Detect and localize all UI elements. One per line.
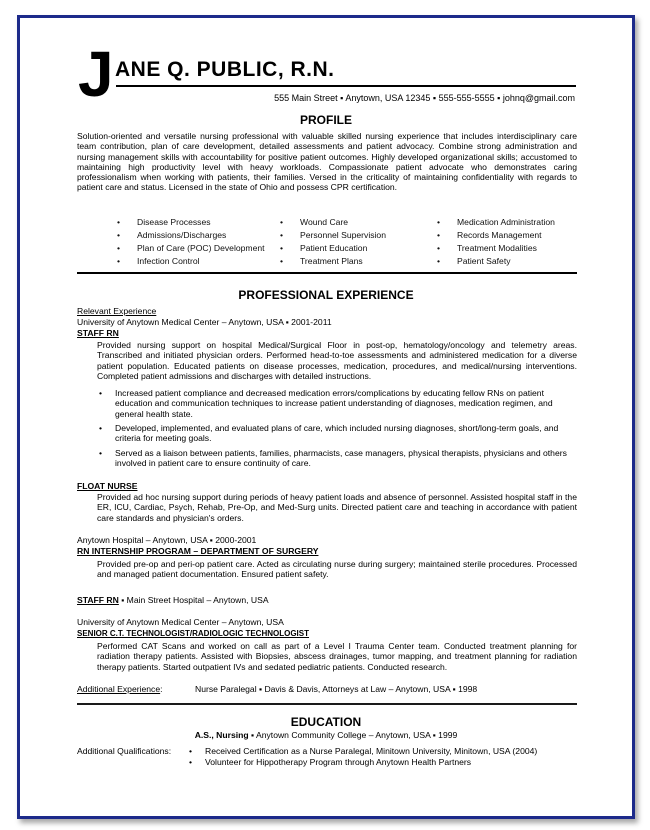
skill-item: • Personnel Supervision (280, 229, 386, 242)
skill-item: • Wound Care (280, 216, 386, 229)
resume-page (20, 18, 632, 816)
employer-line: University of Anytown Medical Center – Anytown, USA (77, 617, 284, 627)
degree-line (20, 730, 632, 740)
skills-column-1 (117, 216, 265, 268)
skill-item: • Medication Administration (437, 216, 555, 229)
skill-item: • Infection Control (117, 255, 265, 268)
achievement-bullet: • Developed, implemented, and evaluated plans of care, which included nursing diagnoses, short/long-term goals, and criteria for meeting goals. (99, 423, 559, 444)
skill-item: • Records Management (437, 229, 555, 242)
additional-experience-text: Additional Experience (77, 684, 161, 694)
qualifications-label: Additional Qualifications: (77, 746, 172, 756)
job-description: Provided pre-op and peri-op patient care. Acted as circulating nurse during surgery; maintained sterile procedures. Processed and managed patient documentation. Ensured patient safety. (97, 559, 577, 580)
job-title: RN INTERNSHIP PROGRAM – DEPARTMENT OF SURGERY (77, 546, 319, 556)
skill-item: • Treatment Modalities (437, 242, 555, 255)
skill-item: • Admissions/Discharges (117, 229, 265, 242)
qualification-text: Volunteer for Hippotherapy Program through Anytown Health Partners (205, 757, 472, 767)
job-title: SENIOR C.T. TECHNOLOGIST/RADIOLOGIC TECHNOLOGIST (77, 629, 310, 638)
employer-line: University of Anytown Medical Center – Anytown, USA ▪ 2001-2011 (77, 317, 332, 327)
name-underline (116, 85, 576, 87)
job-title: STAFF RN (77, 595, 119, 605)
section-divider (77, 703, 577, 705)
education-heading: EDUCATION (290, 715, 362, 729)
additional-experience-colon: : (160, 684, 163, 694)
skill-item: • Disease Processes (117, 216, 265, 229)
qualification-item: • Received Certification as a Nurse Paralegal, Minitown University, Minitown, USA (2004) (189, 746, 538, 756)
name-initial: J (78, 38, 114, 110)
achievement-bullet: • Increased patient compliance and decreased medication errors/complications by educating fellow RNs on patient education and communication techniques to increase patient understanding of diagnoses, medication regimen, and general health state. (99, 388, 553, 419)
section-divider (77, 272, 577, 274)
job-employer: ▪ Main Street Hospital – Anytown, USA (118, 595, 269, 605)
qualification-item: • Volunteer for Hippotherapy Program through Anytown Health Partners (189, 757, 472, 767)
skill-item: • Patient Safety (437, 255, 555, 268)
relevant-experience-label (77, 306, 577, 316)
skill-item: • Patient Education (280, 242, 386, 255)
job-title: FLOAT NURSE (77, 481, 138, 491)
additional-experience-value: Nurse Paralegal ▪ Davis & Davis, Attorneys at Law – Anytown, USA ▪ 1998 (195, 684, 478, 694)
job-title-line (77, 595, 577, 605)
job-title: STAFF RN (77, 328, 119, 338)
candidate-name: ANE Q. PUBLIC, R.N. (115, 58, 335, 81)
skills-column-3 (437, 216, 555, 268)
skill-item: • Plan of Care (POC) Development (117, 242, 265, 255)
job-description: Provided ad hoc nursing support during periods of heavy patient loads and absence of personnel. Assisted hospital staff in the ER, ICU, Cardiac, Psych, Rehab, Pre-Op, and Med-Surg units. Directed patient care and teaching in accordance with patient care standards and physician's orders. (97, 492, 577, 523)
degree: A.S., Nursing (194, 730, 249, 740)
employer-line: Anytown Hospital – Anytown, USA ▪ 2000-2001 (77, 535, 257, 545)
qualification-text: Received Certification as a Nurse Paralegal, Minitown University, Minitown, USA (2004) (205, 746, 538, 756)
contact-info: 555 Main Street ▪ Anytown, USA 12345 ▪ 555-555-5555 ▪ johnq@gmail.com (274, 93, 575, 103)
achievement-text: Developed, implemented, and evaluated plans of care, which included nursing diagnoses, short/long-term goals, and criteria for meeting goals. (115, 423, 559, 444)
skills-column-2 (280, 216, 386, 268)
experience-heading: PROFESSIONAL EXPERIENCE (238, 288, 414, 302)
skill-item: • Treatment Plans (280, 255, 386, 268)
achievement-text: Served as a liaison between patients, families, pharmacists, case managers, physical therapists, physicians and others involved in patient care to ensure continuity of care. (115, 448, 567, 469)
profile-summary: Solution-oriented and versatile nursing professional with valuable skilled nursing experience that includes interdisciplinary care team contribution, plan of care development, detailed assessments and patient advocacy. Combine strong administration and nursing management skills with accountability for positive patient outcomes. Highly developed organizational skills; accustomed to maintaining high productivity level with heavy workloads. Compassionate patient advocate who demonstrates caring professionalism when working with patients, their families. Versed in the criticality of maintaining confidentiality with regards to patient care and status. Licensed in the state of Ohio and possess CPR certification. (77, 131, 577, 193)
school: ▪ Anytown Community College – Anytown, USA ▪ 1999 (248, 730, 458, 740)
achievement-bullet: • Served as a liaison between patients, families, pharmacists, case managers, physical therapists, physicians and others involved in patient care to ensure continuity of care. (99, 448, 567, 469)
profile-heading: PROFILE (299, 113, 352, 127)
resume-frame (17, 15, 635, 819)
job-description: Performed CAT Scans and worked on call as part of a Level I Trauma Center team. Conducted treatment planning for radiation therapy patients. Assisted with Biopsies, abscess drainages, tumor mapping, and treatment planning for radiation therapy patients. Started outpatient IVs and sedated pediatric patients. Conducted research. (97, 641, 577, 672)
relevant-experience-text: Relevant Experience (77, 306, 157, 316)
achievement-text: Increased patient compliance and decreased medication errors/complications by educating fellow RNs on patient education and communication techniques to increase patient understanding of diagnoses, medication regimen, and general health state. (115, 388, 553, 419)
job-description: Provided nursing support on hospital Medical/Surgical Floor in post-op, hematology/oncology and telemetry areas. Transcribed and initiated physician orders. Performed head-to-toe assessments and administered medication for a diverse patient population. Educated patients on disease processes, medication, procedures, and medical/nursing interventions. Completed patient admissions and discharges with detailed instructions. (97, 340, 577, 381)
